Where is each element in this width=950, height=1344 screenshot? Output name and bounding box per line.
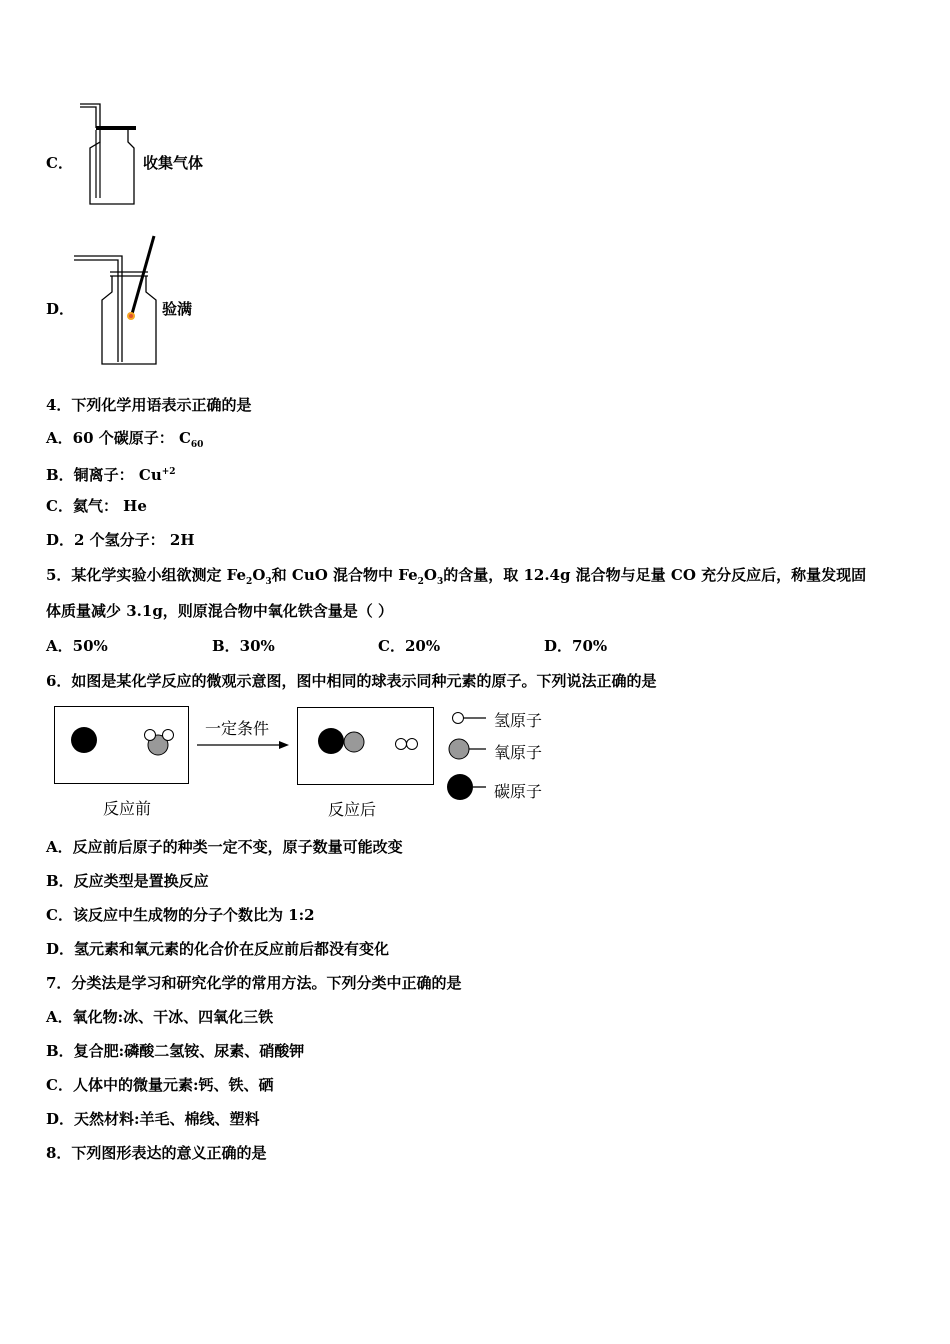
q7-option-d: D．天然材料:羊毛、棉线、塑料 [46,1110,260,1128]
question-5-stem-line2: 体质量减少 3.1g，则原混合物中氧化铁含量是（ ） [46,602,394,620]
reaction-condition-label: 一定条件 [205,719,270,738]
q4-option-a: A．60 个碳原子： $C_{60}$ [46,429,204,450]
q5-option-c: C．20% [378,637,441,655]
q6-option-a: A．反应前后原子的种类一定不变，原子数量可能改变 [46,838,403,856]
before-reaction-box [54,706,189,784]
question-8-stem: 8．下列图形表达的意义正确的是 [46,1144,267,1162]
after-reaction-box [297,707,434,785]
atom-legend-icons [446,706,490,802]
question-5-stem: 5．某化学实验小组欲测定 $Fe_2O_3$和 CuO 混合物中 $Fe_2O_3$的含量，取 12.4g 混合物与足量 CO 充分反应后，称量发现固 [46,566,867,587]
q5-option-a: A．50% [46,637,108,655]
q7-option-a: A．氧化物:冰、干冰、四氧化三铁 [46,1008,274,1026]
before-reaction-label: 反应前 [103,799,152,818]
q4-option-c: C．氦气： He [46,497,147,515]
q5-options [46,636,607,656]
gas-collecting-bottle-figure [74,102,140,208]
option-c-caption: 收集气体 [143,154,204,172]
question-6-stem: 6．如图是某化学反应的微观示意图，图中相同的球表示同种元素的原子。下列说法正确的是 [46,672,657,690]
option-d-caption: 验满 [162,300,193,318]
q4-option-b: B．铜离子： $Cu^{+2}$ [46,466,176,484]
legend-oxygen: 氧原子 [494,743,543,762]
question-7-stem: 7．分类法是学习和研究化学的常用方法。下列分类中正确的是 [46,974,462,992]
bottle-full-test-figure [72,232,164,368]
question-4-stem: 4．下列化学用语表示正确的是 [46,396,252,414]
q4-option-d: D．2 个氢分子： 2H [46,531,195,549]
q6-option-c: C．该反应中生成物的分子个数比为 1:2 [46,906,315,924]
option-c-letter: C． [46,154,73,172]
after-reaction-label: 反应后 [328,800,377,819]
reaction-arrow [195,738,291,752]
q7-option-b: B．复合肥:磷酸二氢铵、尿素、硝酸钾 [46,1042,305,1060]
q7-option-c: C．人体中的微量元素:钙、铁、硒 [46,1076,274,1094]
q5-option-d: D．70% [544,637,608,655]
option-d-letter: D． [46,300,75,318]
q5-option-b: B．30% [212,637,275,655]
q6-option-b: B．反应类型是置换反应 [46,872,209,890]
q6-option-d: D．氢元素和氧元素的化合价在反应前后都没有变化 [46,940,390,958]
legend-carbon: 碳原子 [494,782,543,801]
legend-hydrogen: 氢原子 [494,711,543,730]
